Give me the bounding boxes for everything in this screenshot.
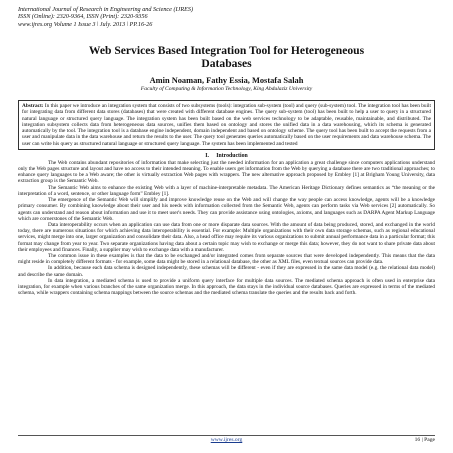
body-paragraph: The common issue in these examples is that the data to be exchanged and/or integrated comes from separate sources that were developed independently. This means that the data might reside in completely different formats - for example, some data might be stored in a relational database, the other as XML files, even textual sources can provide data. bbox=[18, 253, 435, 266]
section-heading-introduction: I. Introduction bbox=[205, 152, 248, 159]
body-paragraph: The Semantic Web aims to enhance the existing Web with a layer of machine-interpretable metadata. The American Heritage Dictionary defines semantics as “the meaning or the interpretation of a word, sentence, or other language form” Embley [1]. bbox=[18, 184, 435, 197]
paper-title bbox=[18, 45, 435, 70]
paper-title-line-2: Databases bbox=[201, 56, 252, 70]
journal-issn: ISSN (Online): 2320-9364, ISSN (Print): 2320-9356 bbox=[18, 13, 148, 21]
paper-title-line-1: Web Services Based Integration Tool for Heterogeneous bbox=[88, 44, 365, 58]
author-affiliation: Faculty of Computing & Information Technology, King Abdulaziz University bbox=[140, 86, 313, 93]
abstract-label: Abstract: bbox=[22, 103, 44, 109]
page-footer bbox=[18, 435, 435, 446]
abstract-text: In this paper we introduce an integration system that consists of two subsystems (tools): integration sub-system (tool) and query (sub-system) tool. The integration tool has been built for integrating data from different data stores (databases) that were created with different database engines. The query sub-system (tool) has been built to help a user to query in a structured natural language or structured query language. The integration system has been built based on the web services technology to be adaptable, reusable, maintainable, and distributed. The integration subsystem collects data from heterogeneous data sources, unifies them based on ontology and stores the unified data in a data warehousing, which its schema is generated automatically by the tool. The integration tool is a database engine independent, domain independent and based on ontology scheme. The query tool has been built to accept the requests from a user and manipulate data in the data warehouse and return the results to the user. The query tool generates queries automatically based on the user requirements and data warehouse schema. The user can write his query as structured natural language or structured query language. The system has been implemented and tested bbox=[22, 103, 431, 147]
paper-authors: Amin Noaman, Fathy Essia, Mostafa Salah bbox=[149, 76, 304, 86]
introduction-body bbox=[18, 160, 435, 297]
body-paragraph: In addition, because each data schema is designed independently, these schemas will be different - even if they are expressed in the same data model (e.g. the relational data model) and describe the same domain. bbox=[18, 265, 435, 278]
body-paragraph: Data interoperability occurs when an application can use data from one or more disparate data sources. With the amount of data being produced, stored, and exchanged in the world today, there are numerous situations for which achieving data interoperability is essential. For example: Multiple organizations with their own data storage schemas, such as regional educational services, might merge into one, larger organization and consolidate their data. Also, a head office may require its various organizations to submit annual performance data in a particular format; this format may change from year to year. Two separate organizations having data about a certain topic may wish to exchange or merge this data; however, they do not want to share private data about their employees and finances. Finally, a supplier may wish to exchange data with a manufacturer. bbox=[18, 221, 435, 253]
abstract-box bbox=[18, 100, 435, 150]
body-paragraph: The Web contains abundant repositories of information that make selecting just the needed information for an application a great challenge since computers applications understand only the Web pages structure and layout and have no access to their intended meaning. To enable users get information from the Web by querying a database there are two traditional approaches; to enhance query languages to be a Web aware; the other is virtually extraction Web pages with wrappers. The new alternative approach proposed by Embley [1] at Brigham Young University, data extraction group is the Semantic Web. bbox=[18, 159, 435, 185]
body-paragraph: In data integration, a mediated schema is used to provide a uniform query interface for multiple data sources. The mediated schema approach is often used in enterprise data integration, for example when various branches of the same organization merge. In this approach, the data stays in the individual source databases. Queries are expressed in terms of the mediated schema, while wrappers containing schema mappings between the source schemas and the mediated schema translate the queries and the results back and forth. bbox=[18, 277, 435, 297]
journal-header bbox=[18, 6, 435, 28]
body-paragraph: The emergence of the Semantic Web will simplify and improve knowledge reuse on the Web and will change the way people can access knowledge, agents will be a knowledge primary consumer. By combining knowledge about their user and his needs with information collected from the Semantic Web, agents can perform tasks via Web services [2] automatically. So agents can understand and reason about information and use it to meet user's needs. They can provide assistance using ontologies, axioms, and languages such as DARPA Agent Markup Language which are cornerstones of the Semantic Web. bbox=[18, 197, 435, 222]
journal-name: International Journal of Research in Engineering and Science (IJRES) bbox=[18, 6, 194, 13]
page-number: 16 | Page bbox=[414, 437, 435, 443]
journal-volume: www.ijres.org Volume 1 Issue 3 ǀ July. 2013 ǀ PP.16-26 bbox=[18, 20, 153, 28]
footer-url-link[interactable]: www.ijres.org bbox=[210, 437, 243, 443]
